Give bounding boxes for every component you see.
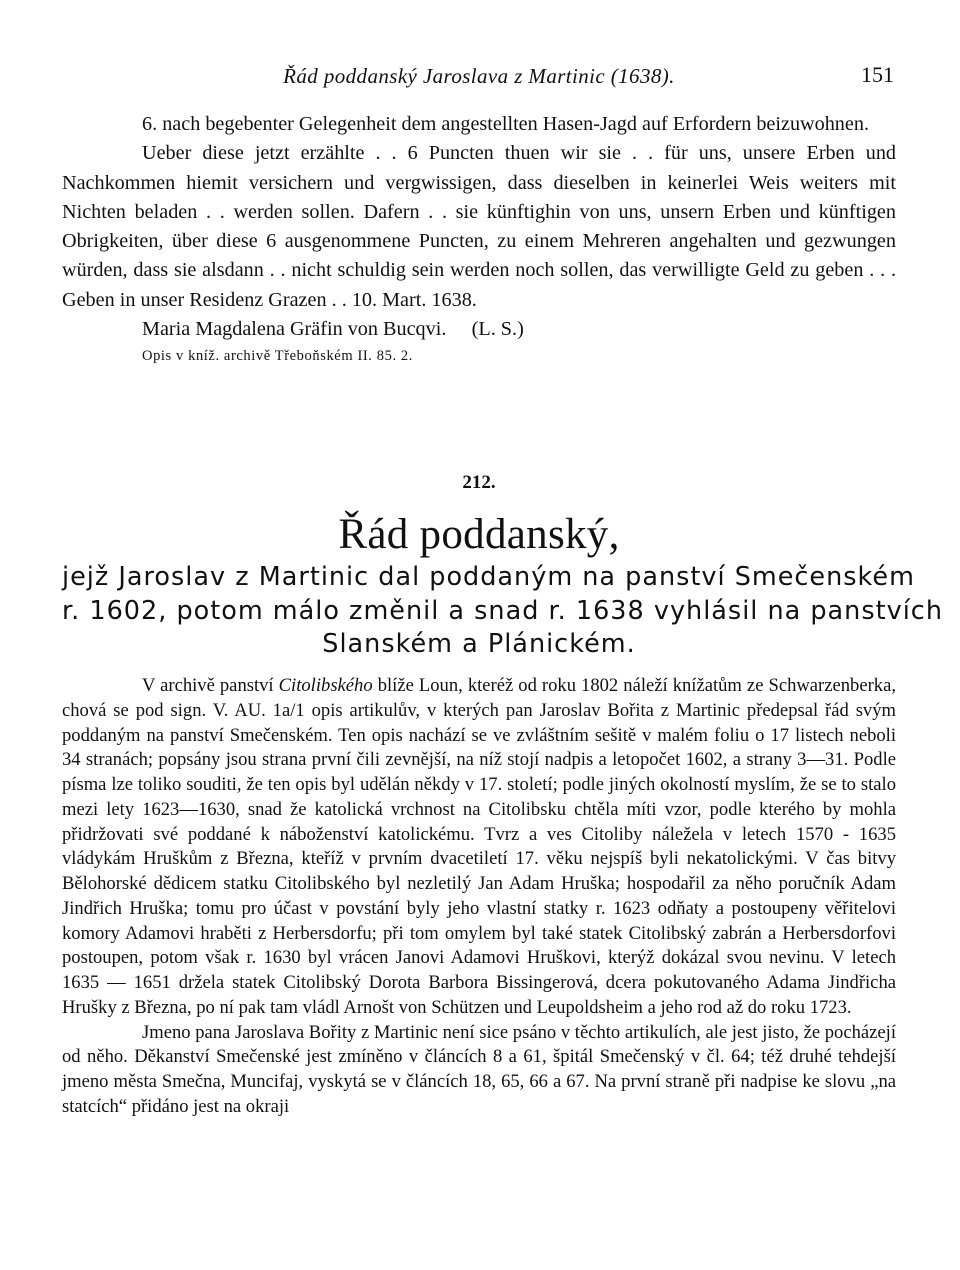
subtitle-line: r. 1602, potom málo změnil a snad r. 1638 vyhlásil na panstvích xyxy=(62,595,943,626)
document-title: Řád poddanský, xyxy=(338,511,620,558)
body-paragraph-1 xyxy=(62,674,896,1021)
page-header xyxy=(62,58,896,94)
italic-place-name: Citolibského xyxy=(278,675,373,696)
body-text xyxy=(62,674,896,1120)
text-run: V archivě panství xyxy=(142,675,279,696)
signature-line xyxy=(62,315,896,344)
signature: Maria Magdalena Gräfin von Bucqvi. xyxy=(142,318,447,341)
text-run: blíže Loun, kteréž od roku 1802 náleží knížatům ze Schwarzenberka, chová se pod sign. V. AU. 1a/1 opis artikulův, v kterých pan Jaroslav Bořita z Martinic předepsal řád svým poddaným na panství Smečenském. Ten opis nachází se ve zvláštním sešitě v malém foliu o 17 listech neboli 34 stranách; popsány jsou strana první čili zevnější, na níž stojí nadpis a letopočet 1602, a strany 3—31. Podle písma lze toliko souditi, že ten opis byl udělán někdy v 17. století; podle jiných okolností myslím, že se to stalo mezi lety 1623—1630, snad že katolická vrchnost na Citolibsku chtěla míti vzor, podle kterého by mohla přidržovati své poddané k náboženství katolickému. Tvrz a ves Citoliby náležela v letech 1570 - 1635 vládykám Hruškům z Března, kteříž v prvním dvacetiletí 17. věku nejspíš byli nekatolickými. V čas bitvy Bělohorské dědicem statku Citolibského byl nezletilý Jan Adam Hruška; hospodařil za něho poručník Adam Jindřich Hruška; tomu pro účast v povstání byly jeho vlastní statky r. 1623 odňaty a postoupeny věřitelovi komory Adamovi hraběti z Herbersdorfu; při tom omylem byl také statek Citolibský zabrán a Herbersdorfovi postoupen, potom však r. 1630 byl vrácen Janovi Adamovi Hruškovi, kterýž dokázal svou nevinu. V letech 1635 — 1651 držela statek Citolibský Dorota Barbora Bissingerová, dcera pokutovaného Adama Jindřicha Hrušky z Března, po ní pak tam vládl Arnošt von Schützen und Leupoldsheim a jeho rod až do roku 1723. xyxy=(62,675,896,1018)
letter-end xyxy=(62,110,896,365)
page-number: 151 xyxy=(861,62,894,87)
letter-paragraph-2: Ueber diese jetzt erzählte . . 6 Puncten thuen wir sie . . für uns, unsere Erben und Nachkommen hiemit versichern und vergwissigen, dass dieselben in keinerlei Weis weiters mit Nichten beladen . . werden sollen. Dafern . . sie künftighin von uns, unsern Erben und künftigen Obrigkeiten, über diese 6 ausgenommene Puncten, zu einem Mehreren angehalten und gezwungen würden, dass sie alsdann . . nicht schuldig sein werden noch sollen, das verwilligte Geld zu geben . . . Geben in unser Residenz Grazen . . 10. Mart. 1638. xyxy=(62,142,896,311)
document-subtitle xyxy=(62,561,943,662)
document-heading xyxy=(62,472,943,662)
subtitle-line: jejž Jaroslav z Martinic dal poddaným na panství Smečenském xyxy=(62,562,915,592)
body-paragraph-2: Jmeno pana Jaroslava Bořity z Martinic není sice psáno v těchto artikulích, ale jest jisto, že pocházejí od něho. Děkanství Smečenské jest zmíněno v článcích 8 a 61, špitál Smečenský v čl. 64; též druhé tehdejší jmeno města Smečna, Muncifaj, vyskytá se v článcích 18, 65, 66 a 67. Na první straně při nadpise ke slovu „na statcích“ přidáno jest na okraji xyxy=(62,1021,896,1117)
letter-paragraph-1: 6. nach begebenter Gelegenheit dem angestellten Hasen-Jagd auf Erfordern beizuwohnen. xyxy=(142,113,870,135)
source-note: Opis v kníž. archivě Třeboňském II. 85. 2. xyxy=(142,348,413,365)
seal-mark: (L. S.) xyxy=(471,318,524,341)
running-title: Řád poddanský Jaroslava z Martinic (1638). xyxy=(283,64,675,88)
document-number: 212. xyxy=(462,472,496,493)
subtitle-line: Slanském a Plánickém. xyxy=(322,629,636,659)
